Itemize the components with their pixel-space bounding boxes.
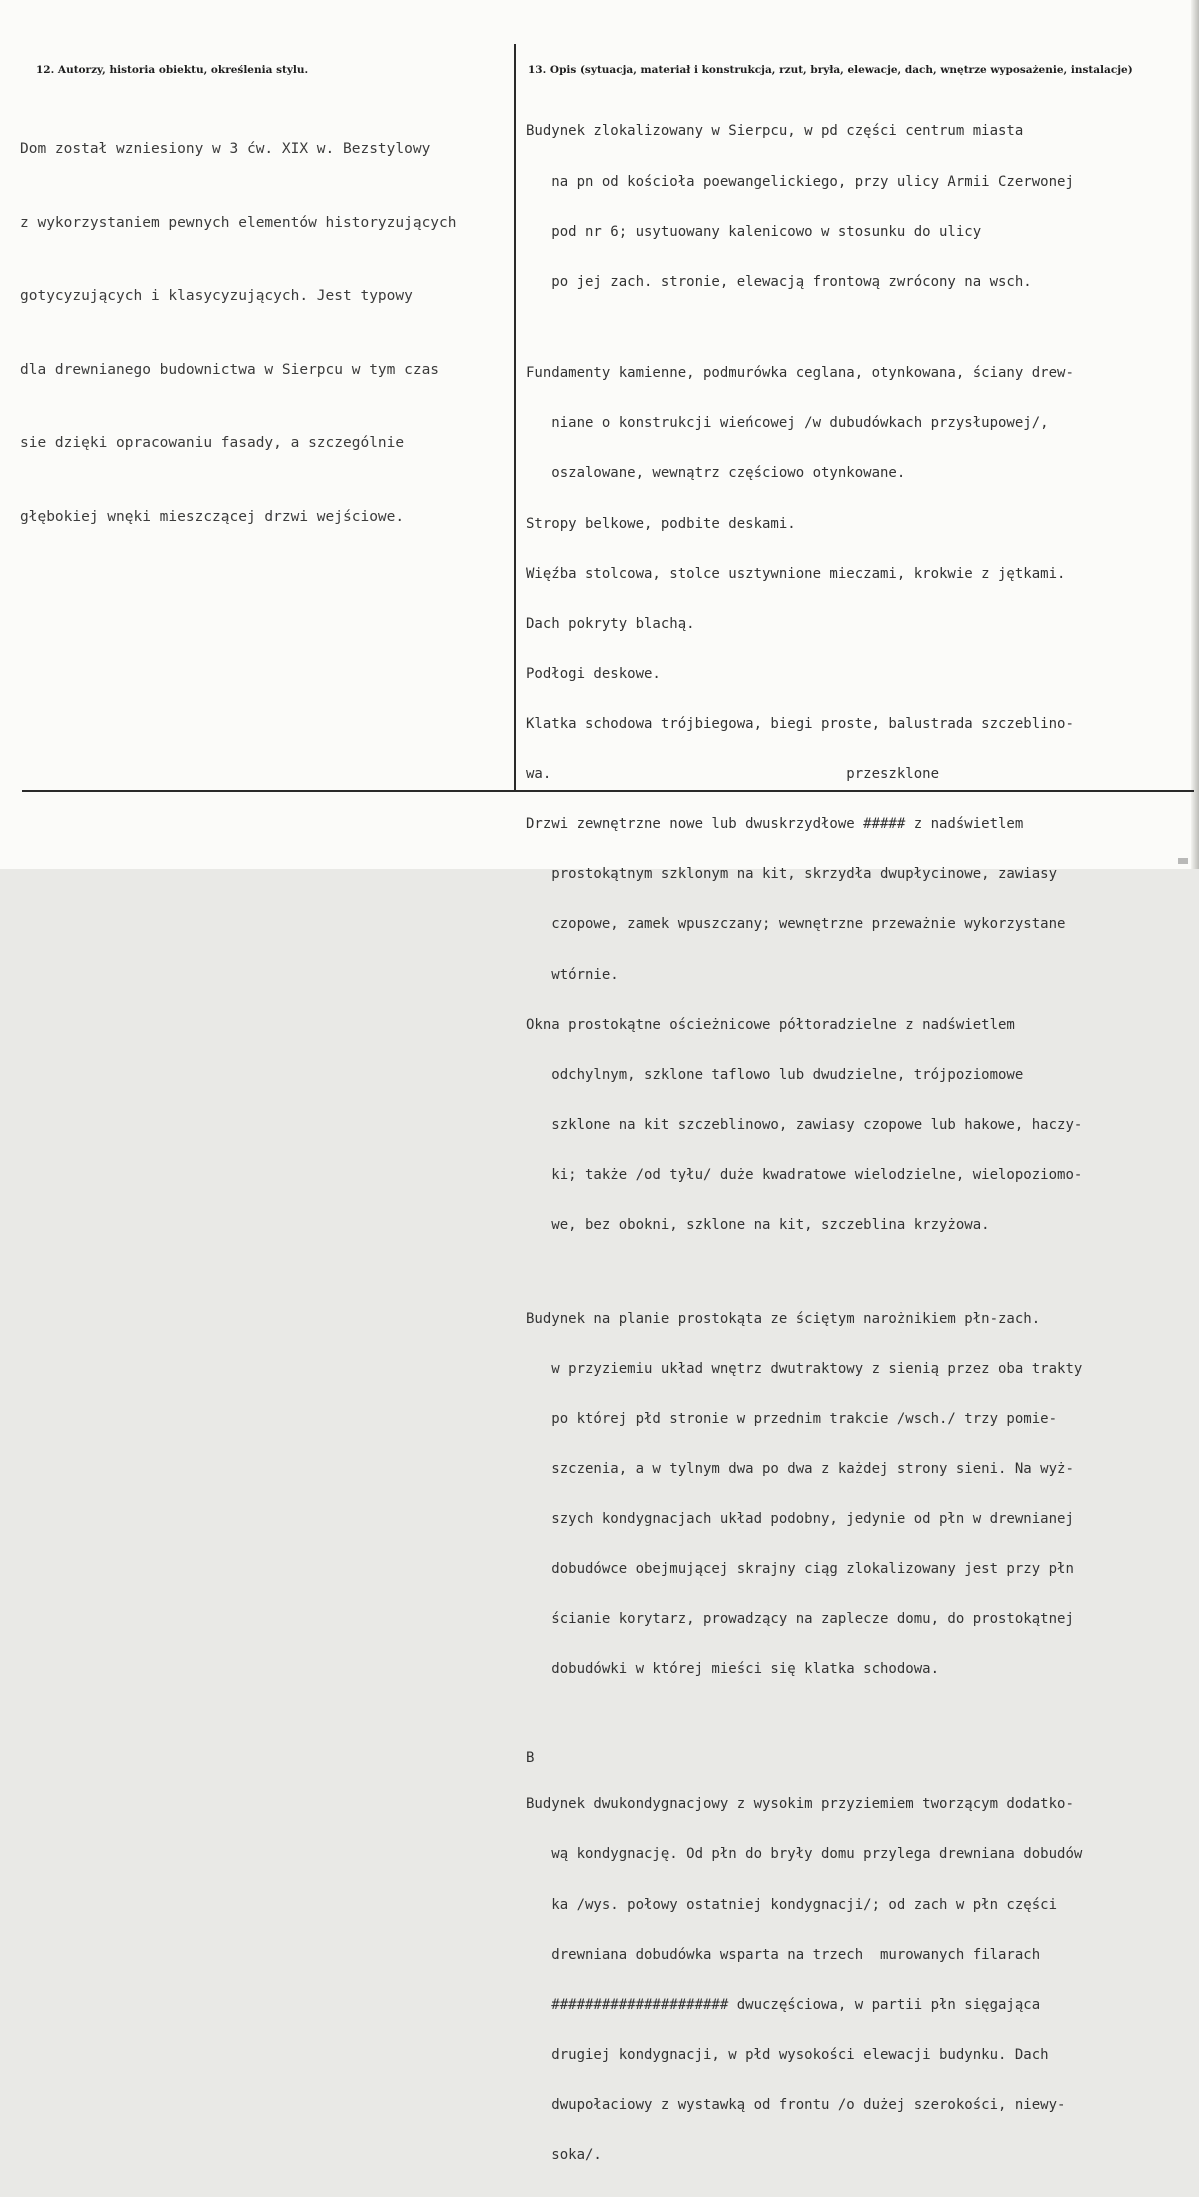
text-line: wa. przeszklone bbox=[526, 766, 940, 783]
text-line: Budynek na planie prostokąta ze ściętym narożnikiem płn-zach. bbox=[526, 1310, 1041, 1327]
text-line: niane o konstrukcji wieńcowej /w dubudówkach przysłupowej/, bbox=[526, 415, 1049, 432]
text-line: Drzwi zewnętrzne nowe lub dwuskrzydłowe ##### z nadświetlem bbox=[526, 816, 1024, 833]
scan-mark bbox=[1178, 858, 1188, 864]
text-line: z wykorzystaniem pewnych elementów historyzujących bbox=[20, 214, 457, 231]
text-line: na pn od kościoła poewangelickiego, przy ulicy Armii Czerwonej bbox=[526, 173, 1074, 190]
text-line: dobudówki w której mieści się klatka schodowa. bbox=[526, 1661, 940, 1678]
text-line: Dom został wzniesiony w 3 ćw. XIX w. Bezstylowy bbox=[20, 141, 431, 157]
field-label-description: 13. Opis (sytuacja, materiał i konstrukcja, rzut, bryła, elewacje, dach, wnętrze wyposażenie, instalacje) bbox=[528, 64, 1133, 76]
column-divider bbox=[514, 44, 516, 790]
text-line: prostokątnym szklonym na kit, skrzydła dwupłycinowe, zawiasy bbox=[526, 866, 1058, 883]
text-line: ki; także /od tyłu/ duże kwadratowe wielodzielne, wielopoziomo- bbox=[526, 1167, 1083, 1183]
text-line: oszalowane, wewnątrz częściowo otynkowane. bbox=[526, 465, 906, 482]
text-line: soka/. bbox=[526, 2147, 602, 2164]
text-line: dwupołaciowy z wystawką od frontu /o dużej szerokości, niewy- bbox=[526, 2096, 1066, 2113]
text-line: ścianie korytarz, prowadzący na zaplecze domu, do prostokątnej bbox=[526, 1611, 1074, 1628]
text-line: szych kondygnacjach układ podobny, jedynie od płn w drewnianej bbox=[526, 1511, 1074, 1528]
field-label-authors-history: 12. Autorzy, historia obiektu, określenia stylu. bbox=[36, 64, 309, 76]
text-line: drugiej kondygnacji, w płd wysokości elewacji budynku. Dach bbox=[526, 2046, 1049, 2063]
text-line: Stropy belkowe, podbite deskami. bbox=[526, 515, 796, 532]
text-line: B bbox=[526, 1749, 535, 1766]
text-line: szczenia, a w tylnym dwa po dwa z każdej strony sieni. Na wyż- bbox=[526, 1460, 1074, 1477]
text-line: wą kondygnację. Od płn do bryły domu przylega drewniana dobudów bbox=[526, 1846, 1083, 1863]
text-line: Klatka schodowa trójbiegowa, biegi proste, balustrada szczeblino- bbox=[526, 716, 1074, 733]
text-line: Budynek zlokalizowany w Sierpcu, w pd części centrum miasta bbox=[526, 123, 1024, 140]
text-line: Fundamenty kamienne, podmurówka ceglana, otynkowana, ściany drew- bbox=[526, 365, 1074, 382]
text-line: odchylnym, szklone taflowo lub dwudzielne, trójpoziomowe bbox=[526, 1066, 1024, 1083]
text-line: po której płd stronie w przednim trakcie /wsch./ trzy pomie- bbox=[526, 1410, 1058, 1427]
text-line: wtórnie. bbox=[526, 966, 619, 983]
text-line: sie dzięki opracowaniu fasady, a szczególnie bbox=[20, 435, 405, 451]
text-line: pod nr 6; usytuowany kalenicowo w stosunku do ulicy bbox=[526, 223, 982, 240]
text-line: we, bez obokni, szklone na kit, szczeblina krzyżowa. bbox=[526, 1217, 990, 1234]
text-line: w przyziemiu układ wnętrz dwutraktowy z sienią przez oba trakty bbox=[526, 1360, 1083, 1377]
text-line: szklone na kit szczeblinowo, zawiasy czopowe lub hakowe, haczy- bbox=[526, 1116, 1083, 1133]
text-line: Budynek dwukondygnacjowy z wysokim przyziemiem tworzącym dodatko- bbox=[526, 1796, 1074, 1813]
description-text bbox=[526, 90, 1192, 2197]
text-line: Podłogi deskowe. bbox=[526, 665, 661, 682]
text-line: Więźba stolcowa, stolce usztywnione mieczami, krokwie z jętkami. bbox=[526, 565, 1066, 582]
text-line: Dach pokryty blachą. bbox=[526, 615, 695, 632]
text-line: dobudówce obejmującej skrajny ciąg zlokalizowany jest przy płn bbox=[526, 1561, 1074, 1578]
text-line: czopowe, zamek wpuszczany; wewnętrzne przeważnie wykorzystane bbox=[526, 916, 1066, 933]
text-line: dla drewnianego budownictwa w Sierpcu w tym czas bbox=[20, 361, 440, 378]
text-line: drewniana dobudówka wsparta na trzech murowanych filarach bbox=[526, 1946, 1041, 1963]
text-line: Okna prostokątne ościeżnicowe półtoradzielne z nadświetlem bbox=[526, 1016, 1015, 1033]
text-line: po jej zach. stronie, elewacją frontową zwrócony na wsch. bbox=[526, 273, 1032, 290]
text-line: ka /wys. połowy ostatniej kondygnacji/; od zach w płn części bbox=[526, 1896, 1058, 1913]
text-line: ##################### dwuczęściowa, w partii płn sięgająca bbox=[526, 1996, 1041, 2013]
page-edge bbox=[1191, 0, 1199, 869]
text-line: głębokiej wnęki mieszczącej drzwi wejściowe. bbox=[20, 508, 405, 525]
history-text bbox=[20, 88, 512, 578]
text-line: gotycyzujących i klasycyzujących. Jest typowy bbox=[20, 288, 413, 304]
